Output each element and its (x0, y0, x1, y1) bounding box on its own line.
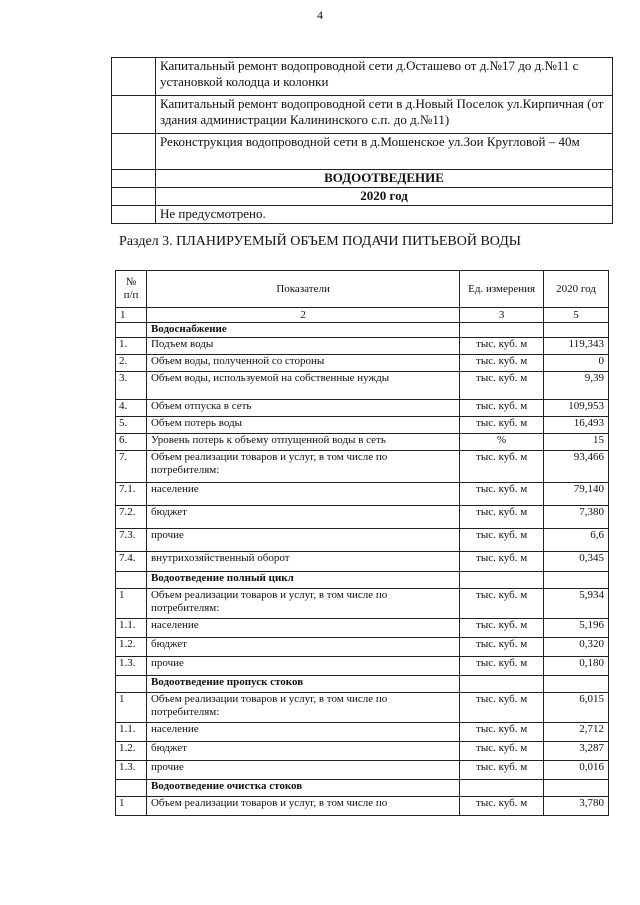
header-num: № п/п (116, 271, 147, 308)
row-unit: тыс. куб. м (460, 761, 544, 780)
table-row (116, 619, 609, 638)
row-indicator: прочие (146, 657, 459, 676)
row-indicator: бюджет (146, 506, 459, 529)
blank-cell (112, 170, 156, 188)
row-unit: тыс. куб. м (460, 355, 544, 372)
table-row (112, 58, 613, 96)
row-unit: тыс. куб. м (460, 742, 544, 761)
row-number: 7.2. (116, 506, 147, 529)
project-text: Реконструкция водопроводной сети в д.Мошенское ул.Зои Кругловой – 40м (156, 134, 613, 170)
row-indicator: Уровень потерь к объему отпущенной воды в сеть (146, 434, 459, 451)
row-indicator: Объем реализации товаров и услуг, в том числе по потребителям: (146, 693, 459, 723)
page-number: 4 (317, 8, 323, 22)
row-value: 0,180 (544, 657, 609, 676)
row-indicator: Объем реализации товаров и услуг, в том числе по потребителям: (146, 451, 459, 483)
row-number: 1.3. (116, 761, 147, 780)
project-text: Капитальный ремонт водопроводной сети в д.Новый Поселок ул.Кирпичная (от здания администрации Калининского с.п. до д.№11) (156, 96, 613, 134)
project-text: 2020 год (156, 188, 613, 206)
group-value-cell (544, 780, 609, 797)
table-row (116, 338, 609, 355)
section-title: Раздел 3. ПЛАНИРУЕМЫЙ ОБЪЕМ ПОДАЧИ ПИТЬЕВОЙ ВОДЫ (119, 234, 521, 249)
row-unit: тыс. куб. м (460, 400, 544, 417)
row-value: 7,380 (544, 506, 609, 529)
table-row (116, 483, 609, 506)
row-indicator: Объем реализации товаров и услуг, в том числе по потребителям: (146, 589, 459, 619)
table-row (116, 589, 609, 619)
group-row (116, 676, 609, 693)
row-unit: тыс. куб. м (460, 451, 544, 483)
row-number: 7. (116, 451, 147, 483)
row-number: 7.4. (116, 552, 147, 572)
table-row (116, 417, 609, 434)
group-unit-cell (460, 323, 544, 338)
row-value: 93,466 (544, 451, 609, 483)
group-title: Водоотведение пропуск стоков (146, 676, 459, 693)
header-indicator: Показатели (146, 271, 459, 308)
row-indicator: Объем отпуска в сеть (146, 400, 459, 417)
blank-cell (112, 206, 156, 224)
blank-cell (112, 134, 156, 170)
row-value: 2,712 (544, 723, 609, 742)
row-unit: тыс. куб. м (460, 693, 544, 723)
table-row (116, 355, 609, 372)
row-value: 15 (544, 434, 609, 451)
project-text: ВОДООТВЕДЕНИЕ (156, 170, 613, 188)
table-row (116, 761, 609, 780)
row-indicator: население (146, 483, 459, 506)
row-value: 109,953 (544, 400, 609, 417)
row-indicator: бюджет (146, 638, 459, 657)
row-unit: тыс. куб. м (460, 589, 544, 619)
col-number-2: 2 (146, 308, 459, 323)
table-row (116, 693, 609, 723)
group-num-cell (116, 676, 147, 693)
table-row (116, 638, 609, 657)
row-number: 1.3. (116, 657, 147, 676)
row-number: 1. (116, 338, 147, 355)
row-indicator: население (146, 619, 459, 638)
row-value: 6,6 (544, 529, 609, 552)
group-unit-cell (460, 572, 544, 589)
group-unit-cell (460, 780, 544, 797)
row-unit: тыс. куб. м (460, 338, 544, 355)
row-indicator: Подъем воды (146, 338, 459, 355)
group-value-cell (544, 572, 609, 589)
table-row (116, 552, 609, 572)
row-number: 6. (116, 434, 147, 451)
row-indicator: прочие (146, 761, 459, 780)
row-indicator: Объем потерь воды (146, 417, 459, 434)
project-text: Не предусмотрено. (156, 206, 613, 224)
table-row (116, 742, 609, 761)
group-num-cell (116, 572, 147, 589)
group-value-cell (544, 323, 609, 338)
row-indicator: Объем воды, полученной со стороны (146, 355, 459, 372)
group-row (116, 780, 609, 797)
group-num-cell (116, 780, 147, 797)
row-indicator: бюджет (146, 742, 459, 761)
table-header-row (116, 271, 609, 308)
row-value: 5,934 (544, 589, 609, 619)
table-row (112, 96, 613, 134)
row-indicator: население (146, 723, 459, 742)
row-number: 7.3. (116, 529, 147, 552)
row-indicator: прочие (146, 529, 459, 552)
table-row (112, 188, 613, 206)
row-number: 1.2. (116, 638, 147, 657)
col-number-5: 5 (544, 308, 609, 323)
table-row (116, 372, 609, 400)
row-number: 5. (116, 417, 147, 434)
header-year: 2020 год (544, 271, 609, 308)
row-value: 0,345 (544, 552, 609, 572)
row-number: 1 (116, 797, 147, 816)
row-unit: тыс. куб. м (460, 372, 544, 400)
row-value: 119,343 (544, 338, 609, 355)
row-value: 9,39 (544, 372, 609, 400)
group-num-cell (116, 323, 147, 338)
blank-cell (112, 188, 156, 206)
row-number: 3. (116, 372, 147, 400)
col-number-1: 1 (116, 308, 147, 323)
row-value: 3,780 (544, 797, 609, 816)
row-number: 1 (116, 589, 147, 619)
row-value: 0,016 (544, 761, 609, 780)
row-value: 6,015 (544, 693, 609, 723)
table-row (112, 134, 613, 170)
row-unit: тыс. куб. м (460, 723, 544, 742)
row-indicator: Объем реализации товаров и услуг, в том числе по (146, 797, 459, 816)
group-value-cell (544, 676, 609, 693)
row-value: 0 (544, 355, 609, 372)
group-title: Водоснабжение (146, 323, 459, 338)
row-unit: тыс. куб. м (460, 506, 544, 529)
row-value: 16,493 (544, 417, 609, 434)
row-value: 79,140 (544, 483, 609, 506)
row-unit: тыс. куб. м (460, 417, 544, 434)
header-unit: Ед. измерения (460, 271, 544, 308)
row-value: 5,196 (544, 619, 609, 638)
row-value: 0,320 (544, 638, 609, 657)
group-row (116, 323, 609, 338)
table-row (116, 400, 609, 417)
row-unit: тыс. куб. м (460, 797, 544, 816)
table-row (116, 723, 609, 742)
row-unit: тыс. куб. м (460, 619, 544, 638)
col-number-3: 3 (460, 308, 544, 323)
row-unit: % (460, 434, 544, 451)
group-unit-cell (460, 676, 544, 693)
row-indicator: внутрихозяйственный оборот (146, 552, 459, 572)
group-row (116, 572, 609, 589)
table-row (116, 506, 609, 529)
table-row (116, 797, 609, 816)
row-value: 3,287 (544, 742, 609, 761)
table-row (112, 206, 613, 224)
project-text: Капитальный ремонт водопроводной сети д.Осташево от д.№17 до д.№11 с установкой колодца и колонки (156, 58, 613, 96)
projects-table (111, 57, 613, 224)
table-row (112, 170, 613, 188)
row-number: 1.2. (116, 742, 147, 761)
row-number: 7.1. (116, 483, 147, 506)
blank-cell (112, 58, 156, 96)
row-number: 1 (116, 693, 147, 723)
row-number: 2. (116, 355, 147, 372)
blank-cell (112, 96, 156, 134)
row-indicator: Объем воды, используемой на собственные нужды (146, 372, 459, 400)
row-number: 1.1. (116, 619, 147, 638)
table-row (116, 657, 609, 676)
table-row (116, 529, 609, 552)
row-unit: тыс. куб. м (460, 552, 544, 572)
row-unit: тыс. куб. м (460, 529, 544, 552)
column-numbers-row (116, 308, 609, 323)
row-unit: тыс. куб. м (460, 483, 544, 506)
row-number: 1.1. (116, 723, 147, 742)
group-title: Водоотведение очистка стоков (146, 780, 459, 797)
water-supply-volume-table (115, 270, 609, 816)
table-row (116, 434, 609, 451)
row-unit: тыс. куб. м (460, 657, 544, 676)
table-row (116, 451, 609, 483)
row-unit: тыс. куб. м (460, 638, 544, 657)
group-title: Водоотведение полный цикл (146, 572, 459, 589)
row-number: 4. (116, 400, 147, 417)
